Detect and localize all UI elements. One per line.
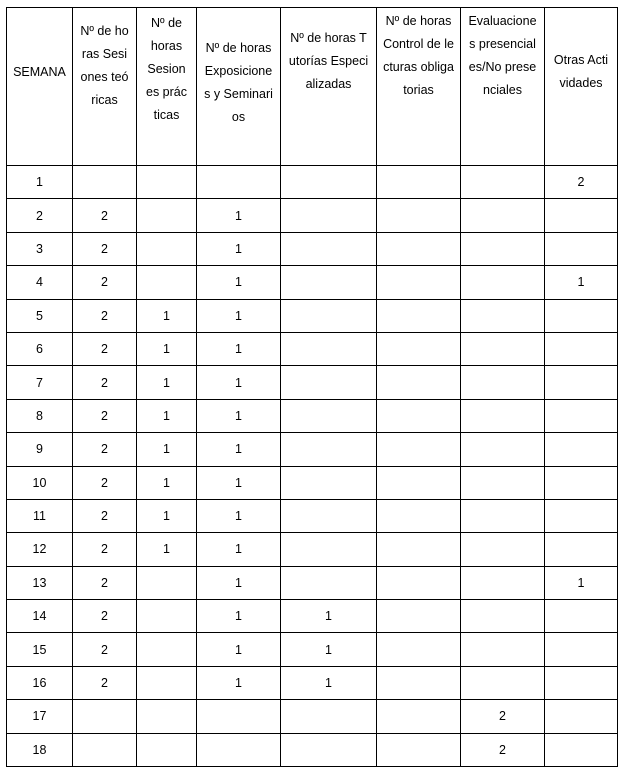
cell-teoricas: 2 <box>73 399 137 432</box>
cell-practicas: 1 <box>137 366 197 399</box>
cell-evaluaciones <box>461 499 545 532</box>
header-practicas <box>137 8 197 166</box>
cell-tutorias: 1 <box>281 633 377 666</box>
header-semana <box>7 8 73 166</box>
header-row <box>7 8 618 166</box>
cell-otras <box>545 466 618 499</box>
cell-otras <box>545 199 618 232</box>
table-row <box>7 466 618 499</box>
cell-semana: 5 <box>7 299 73 332</box>
cell-semana: 2 <box>7 199 73 232</box>
cell-tutorias <box>281 366 377 399</box>
weekly-hours-table <box>6 7 618 767</box>
cell-control <box>377 533 461 566</box>
header-otras <box>545 8 618 166</box>
cell-semana: 15 <box>7 633 73 666</box>
cell-control <box>377 166 461 199</box>
cell-otras <box>545 700 618 733</box>
cell-exposiciones: 1 <box>197 466 281 499</box>
cell-teoricas: 2 <box>73 433 137 466</box>
cell-semana: 1 <box>7 166 73 199</box>
cell-tutorias <box>281 332 377 365</box>
cell-otras <box>545 666 618 699</box>
cell-tutorias <box>281 232 377 265</box>
cell-practicas <box>137 566 197 599</box>
cell-evaluaciones <box>461 332 545 365</box>
cell-exposiciones: 1 <box>197 366 281 399</box>
cell-semana: 18 <box>7 733 73 766</box>
cell-teoricas: 2 <box>73 600 137 633</box>
cell-exposiciones: 1 <box>197 199 281 232</box>
cell-exposiciones: 1 <box>197 533 281 566</box>
cell-exposiciones: 1 <box>197 666 281 699</box>
cell-evaluaciones <box>461 633 545 666</box>
cell-semana: 13 <box>7 566 73 599</box>
cell-practicas <box>137 199 197 232</box>
cell-practicas <box>137 666 197 699</box>
cell-teoricas: 2 <box>73 533 137 566</box>
cell-practicas: 1 <box>137 499 197 532</box>
header-teoricas <box>73 8 137 166</box>
table-row <box>7 332 618 365</box>
table-row <box>7 499 618 532</box>
cell-otras: 1 <box>545 566 618 599</box>
cell-exposiciones <box>197 166 281 199</box>
cell-teoricas: 2 <box>73 299 137 332</box>
cell-tutorias <box>281 533 377 566</box>
cell-practicas <box>137 600 197 633</box>
cell-practicas: 1 <box>137 533 197 566</box>
header-control-label: Nº de horas Control de lecturas obligatorias <box>383 14 454 97</box>
cell-control <box>377 433 461 466</box>
table-row <box>7 733 618 766</box>
cell-tutorias: 1 <box>281 600 377 633</box>
cell-control <box>377 600 461 633</box>
header-tutorias-label: Nº de horas Tutorías Especializadas <box>288 31 369 91</box>
cell-tutorias <box>281 566 377 599</box>
header-semana-label: SEMANA <box>13 65 66 79</box>
cell-evaluaciones <box>461 433 545 466</box>
cell-control <box>377 700 461 733</box>
cell-teoricas: 2 <box>73 633 137 666</box>
table-row <box>7 600 618 633</box>
cell-practicas: 1 <box>137 299 197 332</box>
cell-semana: 16 <box>7 666 73 699</box>
cell-semana: 10 <box>7 466 73 499</box>
cell-teoricas: 2 <box>73 232 137 265</box>
table-row <box>7 633 618 666</box>
cell-practicas <box>137 700 197 733</box>
cell-tutorias <box>281 266 377 299</box>
cell-practicas: 1 <box>137 332 197 365</box>
cell-control <box>377 199 461 232</box>
cell-otras: 2 <box>545 166 618 199</box>
cell-otras <box>545 733 618 766</box>
cell-evaluaciones <box>461 232 545 265</box>
cell-practicas <box>137 232 197 265</box>
cell-control <box>377 266 461 299</box>
cell-practicas <box>137 633 197 666</box>
cell-evaluaciones <box>461 199 545 232</box>
cell-exposiciones: 1 <box>197 499 281 532</box>
header-control <box>377 8 461 166</box>
cell-otras <box>545 332 618 365</box>
cell-practicas <box>137 166 197 199</box>
cell-otras <box>545 399 618 432</box>
cell-control <box>377 466 461 499</box>
table-row <box>7 266 618 299</box>
cell-exposiciones: 1 <box>197 566 281 599</box>
cell-teoricas <box>73 166 137 199</box>
cell-tutorias <box>281 499 377 532</box>
table-row <box>7 433 618 466</box>
cell-control <box>377 332 461 365</box>
cell-teoricas: 2 <box>73 199 137 232</box>
table-row <box>7 533 618 566</box>
cell-evaluaciones <box>461 566 545 599</box>
cell-tutorias <box>281 433 377 466</box>
cell-control <box>377 733 461 766</box>
cell-practicas: 1 <box>137 433 197 466</box>
cell-exposiciones: 1 <box>197 633 281 666</box>
cell-exposiciones: 1 <box>197 399 281 432</box>
table-row <box>7 299 618 332</box>
cell-semana: 8 <box>7 399 73 432</box>
cell-control <box>377 566 461 599</box>
cell-semana: 11 <box>7 499 73 532</box>
cell-evaluaciones <box>461 666 545 699</box>
cell-evaluaciones <box>461 533 545 566</box>
cell-tutorias <box>281 299 377 332</box>
table-row <box>7 366 618 399</box>
header-teoricas-label: Nº de horas Sesiones teóricas <box>80 24 129 107</box>
cell-teoricas: 2 <box>73 566 137 599</box>
cell-semana: 4 <box>7 266 73 299</box>
cell-exposiciones: 1 <box>197 600 281 633</box>
cell-otras <box>545 299 618 332</box>
table-row <box>7 566 618 599</box>
cell-semana: 6 <box>7 332 73 365</box>
table-row <box>7 399 618 432</box>
table-row <box>7 700 618 733</box>
table-row <box>7 166 618 199</box>
header-exposiciones <box>197 8 281 166</box>
cell-teoricas: 2 <box>73 499 137 532</box>
header-evaluaciones <box>461 8 545 166</box>
cell-exposiciones: 1 <box>197 232 281 265</box>
cell-tutorias <box>281 466 377 499</box>
cell-tutorias <box>281 733 377 766</box>
cell-evaluaciones <box>461 600 545 633</box>
cell-otras <box>545 433 618 466</box>
cell-teoricas <box>73 700 137 733</box>
cell-evaluaciones <box>461 466 545 499</box>
cell-exposiciones: 1 <box>197 299 281 332</box>
cell-otras <box>545 600 618 633</box>
cell-teoricas: 2 <box>73 666 137 699</box>
cell-evaluaciones <box>461 299 545 332</box>
cell-exposiciones <box>197 700 281 733</box>
cell-evaluaciones <box>461 266 545 299</box>
cell-semana: 17 <box>7 700 73 733</box>
cell-otras <box>545 533 618 566</box>
cell-control <box>377 366 461 399</box>
cell-tutorias <box>281 399 377 432</box>
cell-teoricas: 2 <box>73 366 137 399</box>
cell-otras <box>545 366 618 399</box>
table-row <box>7 666 618 699</box>
cell-evaluaciones <box>461 399 545 432</box>
cell-control <box>377 666 461 699</box>
cell-tutorias <box>281 199 377 232</box>
cell-tutorias: 1 <box>281 666 377 699</box>
table-row <box>7 232 618 265</box>
cell-semana: 12 <box>7 533 73 566</box>
cell-semana: 3 <box>7 232 73 265</box>
cell-evaluaciones: 2 <box>461 700 545 733</box>
cell-practicas <box>137 266 197 299</box>
cell-otras <box>545 499 618 532</box>
cell-control <box>377 499 461 532</box>
table-row <box>7 199 618 232</box>
cell-otras: 1 <box>545 266 618 299</box>
cell-semana: 9 <box>7 433 73 466</box>
cell-evaluaciones <box>461 166 545 199</box>
cell-evaluaciones <box>461 366 545 399</box>
cell-teoricas: 2 <box>73 466 137 499</box>
cell-practicas: 1 <box>137 399 197 432</box>
cell-practicas <box>137 733 197 766</box>
cell-exposiciones <box>197 733 281 766</box>
cell-otras <box>545 232 618 265</box>
cell-tutorias <box>281 166 377 199</box>
header-exposiciones-label: Nº de horas Exposiciones y Seminarios <box>204 41 273 124</box>
cell-tutorias <box>281 700 377 733</box>
cell-practicas: 1 <box>137 466 197 499</box>
cell-semana: 14 <box>7 600 73 633</box>
header-evaluaciones-label: Evaluaciones presenciales/No presenciales <box>468 14 537 97</box>
table-body <box>7 166 618 767</box>
cell-teoricas <box>73 733 137 766</box>
cell-otras <box>545 633 618 666</box>
cell-semana: 7 <box>7 366 73 399</box>
cell-control <box>377 633 461 666</box>
cell-teoricas: 2 <box>73 332 137 365</box>
cell-control <box>377 232 461 265</box>
cell-control <box>377 399 461 432</box>
cell-exposiciones: 1 <box>197 332 281 365</box>
header-tutorias <box>281 8 377 166</box>
cell-evaluaciones: 2 <box>461 733 545 766</box>
cell-exposiciones: 1 <box>197 433 281 466</box>
header-practicas-label: Nº de horas Sesiones prácticas <box>146 16 187 122</box>
header-otras-label: Otras Actividades <box>553 53 609 90</box>
cell-exposiciones: 1 <box>197 266 281 299</box>
cell-teoricas: 2 <box>73 266 137 299</box>
cell-control <box>377 299 461 332</box>
